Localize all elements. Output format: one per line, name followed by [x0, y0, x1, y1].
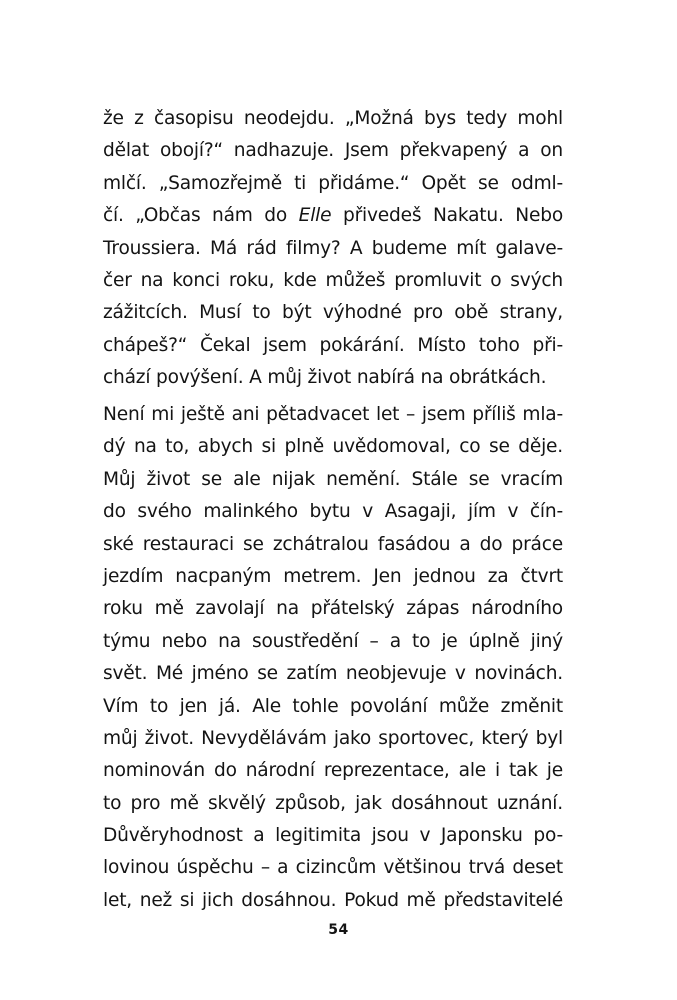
- text-span: čí. „Občas nám do: [103, 205, 299, 227]
- text-line: Vím to jen já. Ale tohle povolání může změnit: [103, 695, 563, 717]
- text-line: roku mě zavolají na přátelský zápas národního: [103, 598, 563, 620]
- text-line: chází povýšení. A můj život nabírá na obrátkách.: [103, 367, 547, 389]
- text-line: let, než si jich dosáhnou. Pokud mě představitelé: [103, 889, 563, 911]
- text-line: to pro mě skvělý způsob, jak dosáhnout uznání.: [103, 792, 563, 814]
- text-line: že z časopisu neodejdu. „Možná bys tedy mohl: [103, 108, 563, 129]
- text-line: lovinou úspěchu – a cizincům většinou trvá deset: [103, 857, 563, 879]
- text-span: přivedeš Nakatu. Nebo: [331, 205, 563, 227]
- text-line: chápeš?“ Čekal jsem pokárání. Místo toho při-: [103, 334, 563, 356]
- page-number: 54: [328, 922, 349, 938]
- text-line: zážitcích. Musí to být výhodné pro obě strany,: [103, 302, 563, 324]
- text-line: nominován do národní reprezentace, ale i tak je: [103, 760, 563, 782]
- text-line: můj život. Nevydělávám jako sportovec, který byl: [103, 727, 563, 749]
- text-line: jezdím nacpaným metrem. Jen jednou za čtvrt: [103, 565, 563, 587]
- paragraph-2: [103, 399, 563, 917]
- text-line: týmu nebo na soustředění – a to je úplně jiný: [103, 630, 563, 652]
- text-line: do svého malinkého bytu v Asagaji, jím v čín-: [103, 501, 563, 523]
- text-line: mlčí. „Samozřejmě ti přidáme.“ Opět se odml-: [103, 172, 563, 194]
- text-line-with-italic: [103, 200, 563, 232]
- text-line: čer na konci roku, kde můžeš promluvit o svých: [103, 269, 563, 291]
- text-line: Není mi ještě ani pětadvacet let – jsem příliš mla-: [103, 404, 563, 425]
- text-line: dělat obojí?“ nadhazuje. Jsem překvapený a on: [103, 140, 563, 162]
- text-line: ské restauraci se zchátralou fasádou a do práce: [103, 533, 563, 555]
- text-line: Můj život se ale nijak nemění. Stále se vracím: [103, 468, 563, 490]
- text-line: Troussiera. Má rád filmy? A budeme mít galave-: [103, 237, 563, 259]
- paragraph-1: [103, 103, 563, 395]
- text-line: svět. Mé jméno se zatím neobjevuje v novinách.: [103, 663, 563, 685]
- italic-magazine-title: Elle: [298, 205, 332, 227]
- text-line: Důvěryhodnost a legitimita jsou v Japonsku po-: [103, 825, 563, 847]
- text-line: dý na to, abych si plně uvědomoval, co se děje.: [103, 436, 563, 458]
